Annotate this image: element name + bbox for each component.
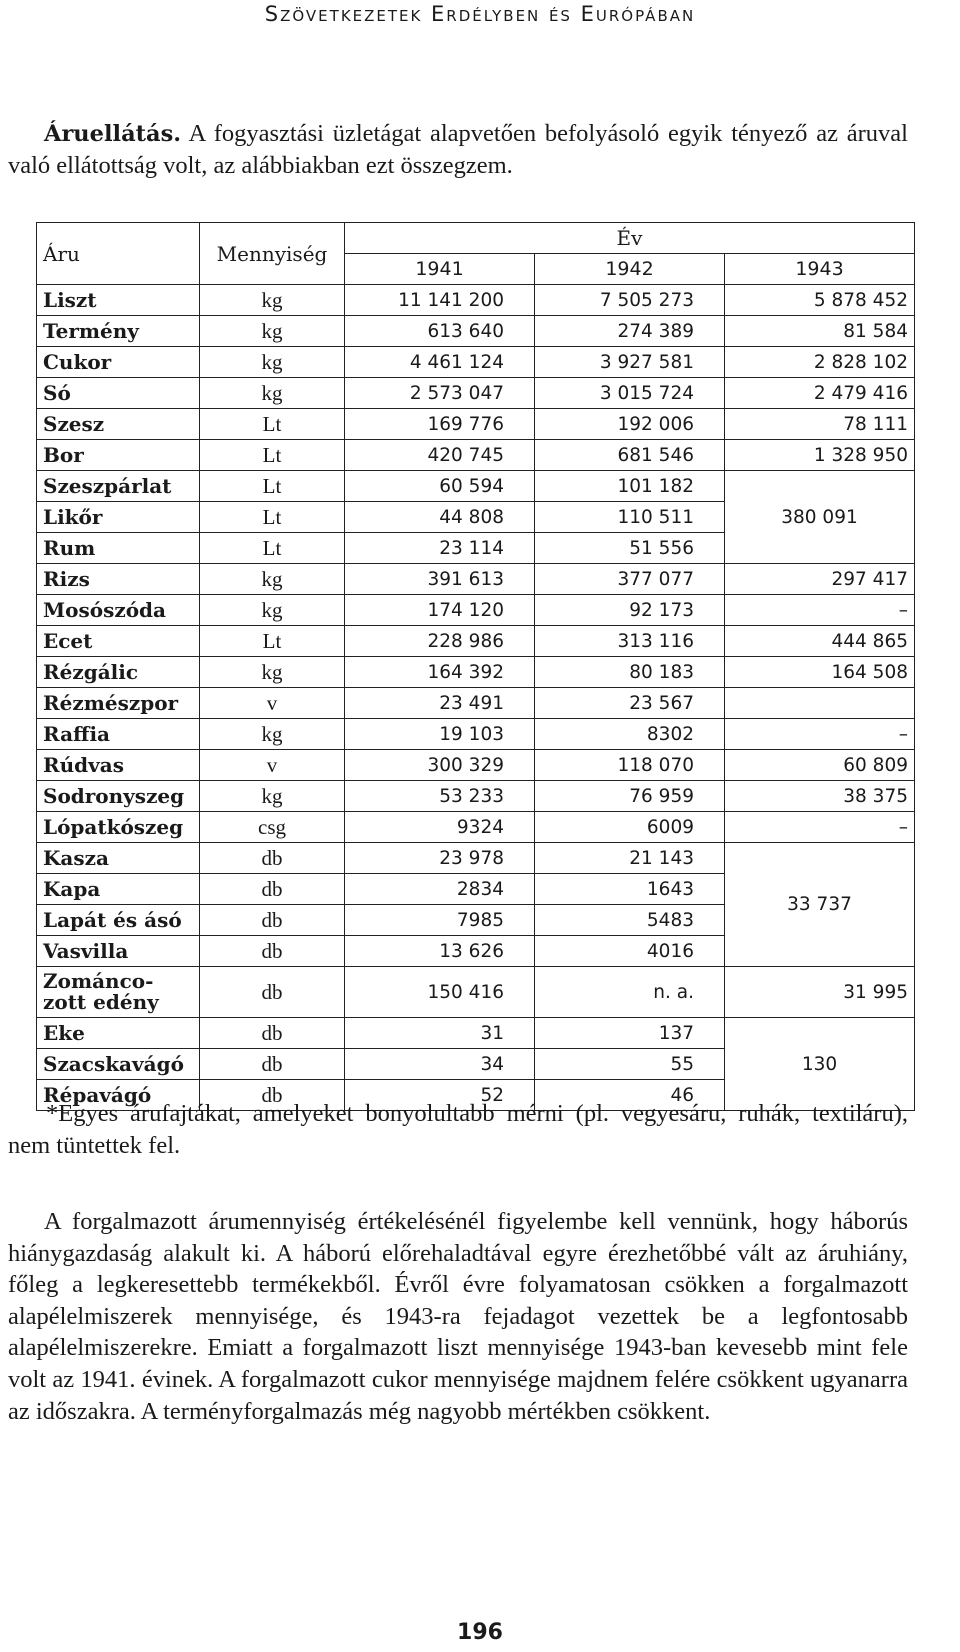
- table-row: [37, 626, 915, 657]
- unit: db: [200, 905, 345, 936]
- goods-name: Bor: [37, 440, 200, 471]
- value-1941: 52: [345, 1080, 535, 1111]
- value-1942: 110 511: [535, 502, 725, 533]
- value-1943-dash: –: [725, 812, 915, 843]
- goods-name: Rézmészpor: [37, 688, 200, 719]
- value-1942: 1643: [535, 874, 725, 905]
- merged-value-1943-spirits: 380 091: [725, 471, 915, 564]
- goods-name: Lópatkószeg: [37, 812, 200, 843]
- unit: db: [200, 1049, 345, 1080]
- value-1941: 2 573 047: [345, 378, 535, 409]
- unit: kg: [200, 564, 345, 595]
- unit: Lt: [200, 471, 345, 502]
- table-row: [37, 316, 915, 347]
- goods-name: Eke: [37, 1018, 200, 1049]
- value-1941: 53 233: [345, 781, 535, 812]
- table-row: [37, 564, 915, 595]
- goods-name: Raffia: [37, 719, 200, 750]
- goods-name: Rizs: [37, 564, 200, 595]
- value-1942: 681 546: [535, 440, 725, 471]
- unit: csg: [200, 812, 345, 843]
- table-row: [37, 657, 915, 688]
- table-footnote: *Egyes árufajtákat, amelyeket bonyolultabb mérni (pl. vegyesáru, ruhák, textiláru), nem tüntettek fel.: [8, 1100, 908, 1159]
- value-1942: 51 556: [535, 533, 725, 564]
- goods-name: Ecet: [37, 626, 200, 657]
- unit: db: [200, 967, 345, 1018]
- goods-name: Sodronyszeg: [37, 781, 200, 812]
- value-1942: 46: [535, 1080, 725, 1111]
- table-row: [37, 1018, 915, 1049]
- value-1941: 228 986: [345, 626, 535, 657]
- value-1943: 2 828 102: [725, 347, 915, 378]
- table-row: [37, 843, 915, 874]
- value-1941: 11 141 200: [345, 285, 535, 316]
- value-1942: 5483: [535, 905, 725, 936]
- goods-name: Cukor: [37, 347, 200, 378]
- unit: kg: [200, 285, 345, 316]
- value-1942: 4016: [535, 936, 725, 967]
- value-1941: 9324: [345, 812, 535, 843]
- intro-paragraph: [8, 118, 908, 181]
- table-row: [37, 409, 915, 440]
- value-1943: 31 995: [725, 967, 915, 1018]
- goods-name: Só: [37, 378, 200, 409]
- value-1941: 19 103: [345, 719, 535, 750]
- value-1942: 7 505 273: [535, 285, 725, 316]
- value-1942: 313 116: [535, 626, 725, 657]
- goods-name: Szacskavágó: [37, 1049, 200, 1080]
- value-1943: 297 417: [725, 564, 915, 595]
- unit: kg: [200, 657, 345, 688]
- header-year-1941: 1941: [345, 254, 535, 285]
- goods-name-line-1: Zománco-: [43, 969, 154, 993]
- value-1942: 3 015 724: [535, 378, 725, 409]
- goods-name: Rézgálic: [37, 657, 200, 688]
- goods-name-line-2: zott edény: [43, 990, 159, 1014]
- unit: v: [200, 688, 345, 719]
- value-1943: 164 508: [725, 657, 915, 688]
- value-1942: 118 070: [535, 750, 725, 781]
- value-1941: 7985: [345, 905, 535, 936]
- unit: kg: [200, 719, 345, 750]
- goods-name: Rum: [37, 533, 200, 564]
- value-1943: 2 479 416: [725, 378, 915, 409]
- value-1941: 613 640: [345, 316, 535, 347]
- value-1943-dash: –: [725, 719, 915, 750]
- goods-name: Kapa: [37, 874, 200, 905]
- body-paragraph: A forgalmazott árumennyiség értékelésénél figyelembe kell vennünk, hogy háborús hiánygazdaság alakult ki. A háború előrehaladtával egyre érezhetőbbé vált az áruhiány, főleg a legkeresettebb termékekből. Évről évre folyamatosan csökken a forgalmazott alapélelmiszerek mennyisége, és 1943-ra fejadagot vezettek be a legfontosabb alapélelmiszerekre. Emiatt a forgalmazott liszt mennyisége 1943-ban kevesebb mint fele volt az 1941. évinek. A forgalmazott cukor mennyisége majdnem felére csökkent ugyanarra az időszakra. A terményforgalmazás még nagyobb mértékben csökkent.: [8, 1208, 908, 1425]
- table-row: [37, 347, 915, 378]
- value-1941: 34: [345, 1049, 535, 1080]
- value-1943-empty: [725, 688, 915, 719]
- table-row: [37, 750, 915, 781]
- value-1941: 13 626: [345, 936, 535, 967]
- value-1941: 300 329: [345, 750, 535, 781]
- value-1943: 60 809: [725, 750, 915, 781]
- value-1941: 150 416: [345, 967, 535, 1018]
- table-row: [37, 812, 915, 843]
- value-1941: 44 808: [345, 502, 535, 533]
- value-1941: 31: [345, 1018, 535, 1049]
- goods-name: Liszt: [37, 285, 200, 316]
- value-1941: 23 978: [345, 843, 535, 874]
- value-1941: 174 120: [345, 595, 535, 626]
- value-1942: 80 183: [535, 657, 725, 688]
- unit: kg: [200, 316, 345, 347]
- header-goods: Áru: [37, 223, 200, 285]
- table-row: [37, 440, 915, 471]
- value-1941: 23 114: [345, 533, 535, 564]
- goods-name: Szeszpárlat: [37, 471, 200, 502]
- goods-name: Mosószóda: [37, 595, 200, 626]
- goods-name: [37, 967, 200, 1018]
- table-row: [37, 967, 915, 1018]
- value-1943-dash: –: [725, 595, 915, 626]
- value-1941: 391 613: [345, 564, 535, 595]
- value-1942: 3 927 581: [535, 347, 725, 378]
- section-lead: Áruellátás.: [44, 121, 182, 147]
- unit: Lt: [200, 440, 345, 471]
- header-year-1943: 1943: [725, 254, 915, 285]
- goods-name: Lapát és ásó: [37, 905, 200, 936]
- table-row: [37, 285, 915, 316]
- value-1943: 5 878 452: [725, 285, 915, 316]
- value-1943: 78 111: [725, 409, 915, 440]
- value-1941: 4 461 124: [345, 347, 535, 378]
- unit: db: [200, 874, 345, 905]
- value-1942: 76 959: [535, 781, 725, 812]
- unit: Lt: [200, 409, 345, 440]
- value-1942: 92 173: [535, 595, 725, 626]
- value-1942: 21 143: [535, 843, 725, 874]
- value-1941: 23 491: [345, 688, 535, 719]
- table-row: [37, 781, 915, 812]
- goods-name: Likőr: [37, 502, 200, 533]
- unit: db: [200, 1080, 345, 1111]
- unit: kg: [200, 347, 345, 378]
- running-header: Szövetkezetek Erdélyben és Európában: [264, 2, 696, 26]
- value-1942: 101 182: [535, 471, 725, 502]
- unit: Lt: [200, 626, 345, 657]
- unit: v: [200, 750, 345, 781]
- unit: Lt: [200, 533, 345, 564]
- goods-name: Rúdvas: [37, 750, 200, 781]
- table-row: [37, 378, 915, 409]
- goods-supply-table: [36, 222, 915, 1111]
- value-1942: 274 389: [535, 316, 725, 347]
- value-1943: 81 584: [725, 316, 915, 347]
- unit: Lt: [200, 502, 345, 533]
- unit: db: [200, 1018, 345, 1049]
- value-1941: 60 594: [345, 471, 535, 502]
- value-1942: 55: [535, 1049, 725, 1080]
- table-row: [37, 688, 915, 719]
- value-1943: 1 328 950: [725, 440, 915, 471]
- unit: kg: [200, 781, 345, 812]
- value-1942: n. a.: [535, 967, 725, 1018]
- value-1942: 377 077: [535, 564, 725, 595]
- value-1942: 23 567: [535, 688, 725, 719]
- unit: db: [200, 843, 345, 874]
- table-row: [37, 719, 915, 750]
- unit: db: [200, 936, 345, 967]
- goods-name: Kasza: [37, 843, 200, 874]
- value-1943: 444 865: [725, 626, 915, 657]
- goods-name: Szesz: [37, 409, 200, 440]
- unit: kg: [200, 378, 345, 409]
- value-1941: 420 745: [345, 440, 535, 471]
- goods-name: Termény: [37, 316, 200, 347]
- table-row: [37, 471, 915, 502]
- page-number: 196: [457, 1620, 503, 1645]
- goods-name: Répavágó: [37, 1080, 200, 1111]
- value-1942: 192 006: [535, 409, 725, 440]
- unit: kg: [200, 595, 345, 626]
- header-quantity: Mennyiség: [200, 223, 345, 285]
- table-row: [37, 595, 915, 626]
- header-year-1942: 1942: [535, 254, 725, 285]
- value-1941: 164 392: [345, 657, 535, 688]
- value-1941: 169 776: [345, 409, 535, 440]
- merged-value-1943-tools: 33 737: [725, 843, 915, 967]
- value-1941: 2834: [345, 874, 535, 905]
- value-1943: 38 375: [725, 781, 915, 812]
- header-year: Év: [345, 223, 915, 254]
- value-1942: 6009: [535, 812, 725, 843]
- goods-name: Vasvilla: [37, 936, 200, 967]
- value-1942: 8302: [535, 719, 725, 750]
- value-1942: 137: [535, 1018, 725, 1049]
- intro-text: A fogyasztási üzletágat alapvetően befolyásoló egyik tényező az áruval való ellátottság volt, az alábbiakban ezt összegzem.: [8, 120, 908, 179]
- merged-value-1943-machines: 130: [725, 1018, 915, 1111]
